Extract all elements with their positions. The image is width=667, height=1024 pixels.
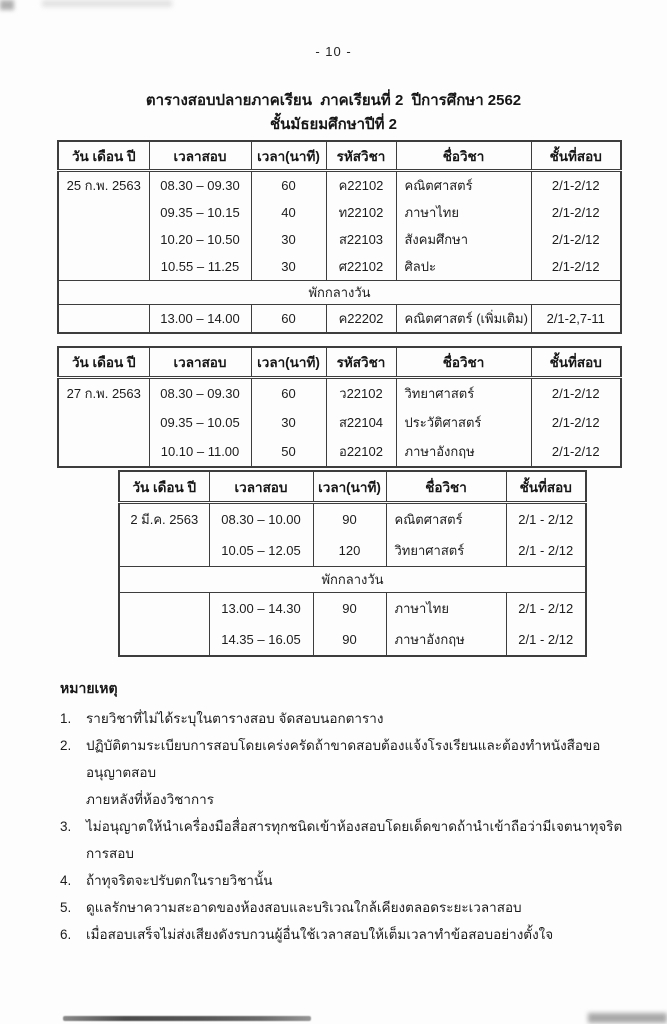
table-cell: 2/1 - 2/12 [506, 593, 586, 625]
note-text: ไม่อนุญาตให้นำเครื่องมือสื่อสารทุกชนิดเข้าห้องสอบโดยเด็ดขาดถ้านำเข้าถือว่ามีเจตนาทุจริตการสอบ [86, 819, 623, 861]
table-cell: ศ22102 [326, 253, 396, 281]
note-text: เมื่อสอบเสร็จไม่ส่งเสียงดังรบกวนผู้อื่นใช้เวลาสอบให้เต็มเวลาทำข้อสอบอย่างตั้งใจ [86, 927, 554, 942]
scan-artifact-corner [0, 0, 14, 10]
table-cell: ภาษาไทย [396, 199, 531, 226]
column-header: เวลาสอบ [209, 471, 313, 503]
exam-row [58, 226, 621, 253]
lunch-break-row [119, 567, 586, 593]
note-number: 5. [60, 900, 72, 915]
notes-section [60, 678, 626, 948]
table-cell: คณิตศาสตร์ [386, 503, 506, 536]
exam-row [58, 378, 621, 409]
note-item [60, 732, 626, 813]
table-cell: ว22102 [326, 378, 396, 409]
table-cell: 30 [251, 408, 326, 437]
table-cell: 30 [251, 226, 326, 253]
table-cell: อ22102 [326, 437, 396, 467]
note-item [60, 921, 626, 948]
table-cell: 40 [251, 199, 326, 226]
table-cell [58, 253, 149, 281]
table-cell: 2/1 - 2/12 [506, 535, 586, 567]
header-row [119, 471, 586, 503]
exam-row [58, 408, 621, 437]
header-row [58, 347, 621, 378]
exam-row [119, 593, 586, 625]
column-header: ชื่อวิชา [396, 141, 531, 171]
lunch-break-row [58, 281, 621, 305]
table-cell: 25 ก.พ. 2563 [58, 171, 149, 200]
table-cell: 09.35 – 10.15 [149, 199, 251, 226]
table-cell [119, 535, 209, 567]
column-header: ชั้นที่สอบ [531, 141, 621, 171]
header-row [58, 141, 621, 171]
scan-artifact-streak [42, 0, 172, 7]
exam-row [119, 503, 586, 536]
note-item [60, 867, 626, 894]
table-cell: 2 มี.ค. 2563 [119, 503, 209, 536]
column-header: เวลา(นาที) [313, 471, 386, 503]
table-cell: 10.20 – 10.50 [149, 226, 251, 253]
table-cell: 2/1 - 2/12 [506, 624, 586, 656]
table-cell: 13.00 – 14.00 [149, 305, 251, 334]
column-header: รหัสวิชา [326, 141, 396, 171]
table-cell [58, 226, 149, 253]
scan-artifact-bottom-right [588, 1013, 667, 1023]
table-cell: 90 [313, 624, 386, 656]
table-cell: ส22104 [326, 408, 396, 437]
grade-level-subtitle: ชั้นมัธยมศึกษาปีที่ 2 [270, 116, 397, 133]
table-cell: 2/1-2/12 [531, 437, 621, 467]
table-cell: ภาษาอังกฤษ [386, 624, 506, 656]
exam-row [58, 305, 621, 334]
table-cell: 08.30 – 09.30 [149, 171, 251, 200]
table-cell: ประวัติศาสตร์ [396, 408, 531, 437]
table-cell: ส22103 [326, 226, 396, 253]
note-text: ถ้าทุจริตจะปรับตกในรายวิชานั้น [86, 873, 273, 888]
document-title: ตารางสอบปลายภาคเรียน ภาคเรียนที่ 2 ปีการศึกษา 2562 [145, 92, 522, 109]
column-header: รหัสวิชา [326, 347, 396, 378]
table-cell: 08.30 – 09.30 [149, 378, 251, 409]
note-item [60, 813, 626, 867]
table-cell: 09.35 – 10.05 [149, 408, 251, 437]
note-item [60, 705, 626, 732]
table-cell: ศิลปะ [396, 253, 531, 281]
table-cell: 2/1-2/12 [531, 253, 621, 281]
table-cell: 30 [251, 253, 326, 281]
table-cell: 90 [313, 503, 386, 536]
table-cell: ค22202 [326, 305, 396, 334]
table-cell: 14.35 – 16.05 [209, 624, 313, 656]
table-cell: คณิตศาสตร์ (เพิ่มเติม) [396, 305, 531, 334]
exam-table-day-1 [57, 140, 622, 334]
table-cell: 60 [251, 305, 326, 334]
table-cell: คณิตศาสตร์ [396, 171, 531, 200]
note-number: 1. [60, 711, 72, 726]
exam-row [58, 171, 621, 200]
exam-table-day-3 [118, 470, 587, 657]
table-cell: 2/1-2/12 [531, 408, 621, 437]
column-header: เวลาสอบ [149, 347, 251, 378]
table-cell: 2/1-2,7-11 [531, 305, 621, 334]
table-cell: วิทยาศาสตร์ [386, 535, 506, 567]
note-number: 6. [60, 927, 72, 942]
page-number: - 10 - [315, 44, 352, 59]
table-cell: 2/1-2/12 [531, 199, 621, 226]
note-text: ปฏิบัติตามระเบียบการสอบโดยเคร่งครัดถ้าขาดสอบต้องแจ้งโรงเรียนและต้องทำหนังสือขออนุญาตสอบ ภายหลังที่ห้องวิชาการ [86, 738, 601, 807]
table-cell [58, 408, 149, 437]
note-text: ดูแลรักษาความสะอาดของห้องสอบและบริเวณใกล้เคียงตลอดระยะเวลาสอบ [86, 900, 522, 915]
table-cell: ภาษาอังกฤษ [396, 437, 531, 467]
column-header: ชั้นที่สอบ [506, 471, 586, 503]
exam-row [119, 535, 586, 567]
table-cell: วิทยาศาสตร์ [396, 378, 531, 409]
table-cell [58, 437, 149, 467]
table-cell [119, 624, 209, 656]
table-cell: 90 [313, 593, 386, 625]
table-cell [58, 305, 149, 334]
exam-row [119, 624, 586, 656]
note-number: 4. [60, 873, 72, 888]
column-header: ชั้นที่สอบ [531, 347, 621, 378]
table-cell: 2/1-2/12 [531, 378, 621, 409]
note-text: รายวิชาที่ไม่ได้ระบุในตารางสอบ จัดสอบนอกตาราง [86, 711, 384, 726]
column-header: ชื่อวิชา [396, 347, 531, 378]
table-cell: 50 [251, 437, 326, 467]
table-cell: 2/1 - 2/12 [506, 503, 586, 536]
table-cell [58, 199, 149, 226]
table-cell: 60 [251, 171, 326, 200]
exam-table-day-2 [57, 346, 622, 468]
table-cell: 2/1-2/12 [531, 171, 621, 200]
table-cell: 2/1-2/12 [531, 226, 621, 253]
exam-row [58, 199, 621, 226]
column-header: วัน เดือน ปี [58, 347, 149, 378]
column-header: ชื่อวิชา [386, 471, 506, 503]
table-cell: ภาษาไทย [386, 593, 506, 625]
table-cell: ค22102 [326, 171, 396, 200]
column-header: วัน เดือน ปี [58, 141, 149, 171]
table-cell: ท22102 [326, 199, 396, 226]
scan-artifact-bottom-bar [63, 1016, 311, 1021]
column-header: วัน เดือน ปี [119, 471, 209, 503]
lunch-break-cell: พักกลางวัน [119, 567, 586, 593]
table-cell: 10.55 – 11.25 [149, 253, 251, 281]
note-number: 2. [60, 738, 72, 753]
table-cell: 60 [251, 378, 326, 409]
exam-row [58, 437, 621, 467]
table-cell: 13.00 – 14.30 [209, 593, 313, 625]
exam-row [58, 253, 621, 281]
column-header: เวลา(นาที) [251, 347, 326, 378]
table-cell: 10.05 – 12.05 [209, 535, 313, 567]
table-cell [119, 593, 209, 625]
table-cell: 08.30 – 10.00 [209, 503, 313, 536]
column-header: เวลาสอบ [149, 141, 251, 171]
notes-list [60, 705, 626, 948]
table-cell: 120 [313, 535, 386, 567]
table-cell: 27 ก.พ. 2563 [58, 378, 149, 409]
table-cell: 10.10 – 11.00 [149, 437, 251, 467]
table-cell: สังคมศึกษา [396, 226, 531, 253]
note-item [60, 894, 626, 921]
notes-heading: หมายเหตุ [60, 680, 118, 696]
lunch-break-cell: พักกลางวัน [58, 281, 621, 305]
note-number: 3. [60, 819, 72, 834]
column-header: เวลา(นาที) [251, 141, 326, 171]
